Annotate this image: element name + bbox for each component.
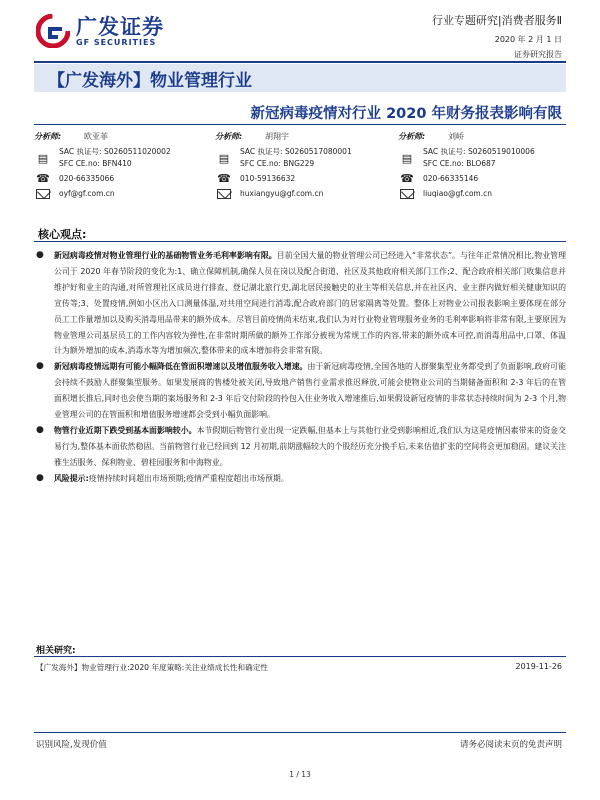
phone-number: 020-66335146 xyxy=(423,174,479,183)
bullet-icon: ● xyxy=(36,361,44,372)
related-research-item[interactable] xyxy=(36,662,562,673)
email-link[interactable]: huxiangyu@gf.com.cn xyxy=(240,189,324,198)
analyst-name: 胡翔宇 xyxy=(265,132,289,141)
analyst-card xyxy=(34,131,214,201)
key-points-title: 核心观点: xyxy=(38,228,87,241)
header-meta xyxy=(432,12,562,60)
id-card-icon: ▤ xyxy=(218,151,230,165)
analyst-card xyxy=(398,131,578,201)
header-divider xyxy=(34,61,566,63)
gf-logo-icon xyxy=(36,14,70,48)
footer-divider xyxy=(34,732,566,733)
related-divider xyxy=(34,656,566,657)
logo xyxy=(36,14,164,48)
analyst-name: 刘峤 xyxy=(448,132,464,141)
email-link[interactable]: liuqiao@gf.com.cn xyxy=(423,189,492,198)
analyst-label: 分析师: xyxy=(34,132,62,141)
analyst-label: 分析师: xyxy=(215,132,243,141)
phone-number: 010-59136632 xyxy=(240,174,296,183)
key-point-body: 本节假期后物管行业出现一定跌幅,但基本上与其他行业受到影响相近,我们认为这是疫情因素带来的资金交易行为,整体基本面依然稳固。当前物管行业已经回到 12 月初期,前期涨幅较大的个股经历充分换手后,未来估值扩张的空间将会更加稳固。建议关注雅生活服务、保利物业、碧桂园服务和中海物业。 xyxy=(54,425,566,467)
report-category: 行业专题研究|消费者服务Ⅱ xyxy=(431,14,562,27)
logo-english: GF SECURITIES xyxy=(76,37,157,47)
footer-slogan: 识别风险,发现价值 xyxy=(36,740,107,750)
email-link[interactable]: oyf@gf.com.cn xyxy=(59,189,115,198)
bullet-icon: ● xyxy=(36,472,44,483)
email-icon xyxy=(217,189,231,199)
key-point-heading: 风险提示: xyxy=(54,473,89,483)
bullet-icon: ● xyxy=(36,424,44,435)
sfc-number: SFC CE.no: BNG229 xyxy=(240,159,315,168)
sac-number: S0260511020002 xyxy=(103,147,171,156)
key-points-list xyxy=(34,248,566,487)
analyst-label: 分析师: xyxy=(398,132,426,141)
page-number: 1 / 13 xyxy=(289,770,311,779)
analyst-name: 欧亚菲 xyxy=(84,132,108,141)
subtitle-divider xyxy=(34,124,566,125)
sac-label: SAC 执证号: xyxy=(423,147,466,156)
email-icon xyxy=(400,189,414,199)
key-point-heading: 物管行业近期下跌受到基本面影响较小。 xyxy=(54,425,197,435)
phone-icon: ☎ xyxy=(400,172,414,185)
key-point-body: 目前全国大量的物业管理公司已经进入“非常状态”。与往年正常情况相比,物业管理公司于 2020 年春节阶段的变化为:1、确立保障机制,确保人员在岗以及配合街道、社区及其他政府相关部门工作;2、配合政府相关部门收集信息并维护好和业主的沟通,对所管理社区成员进行排查、登记湖北旅行史,湖北居民接触史的业主等相关信息,并在社区内、业主群内做好相关健康知识的宣传等;3、处置疫情,例如小区出入口测量体温,对共用空间进行消毒,配合政府部门的居家隔离等处置。整体上对物业公司报表影响主要体现在部分员工工作量增加以及购买消毒用品带来的额外成本。尽管目前疫情尚未结束,我们认为对行业物业管理服务业务的毛利率影响将非常有限,主要原因为物业管理公司基层员工的工作内容较为弹性,在非常时期所做的额外工作部分被视为常规工作的内容,带来的额外成本可控,而消毒用品中,口罩、体温计为额外增加的成本,消毒水等为增加频次,整体带来的成本增加将会非常有限。 xyxy=(54,251,566,356)
analyst-block xyxy=(34,131,566,219)
key-point-body: 由于新冠病毒疫情,全国各地的人群聚集型业务都受到了负面影响,政府可能会持续不鼓励人群聚集型服务。如果发展商的售楼处被关闭,导致地产销售行业需求推迟释放,可能会使物业公司的当期储备面积和 2-3 年后的在管面积增长推后,同时也会使当期的案场服务和 2-3 年后交付阶段的拎包入住业务收入增速推后,如果假设新冠疫情的非常状态持续时间为 2-3 个月,物业管理公司的在管面积和增值服务增速都会受到小幅负面影响。 xyxy=(54,362,566,420)
related-research-title: 相关研究: xyxy=(36,646,76,656)
sac-number: S0260519010006 xyxy=(467,147,535,156)
key-point-heading: 新冠病毒疫情对物业管理行业的基础物管业务毛利率影响有限。 xyxy=(54,251,277,260)
sfc-number: SFC CE.no: BFN410 xyxy=(59,159,132,168)
id-card-icon: ▤ xyxy=(37,151,49,165)
related-research-link[interactable]: 【广发海外】物业管理行业:2020 年度策略:关注业绩成长性和确定性 xyxy=(36,663,268,672)
phone-icon: ☎ xyxy=(217,172,231,185)
footer-disclaimer: 请务必阅读末页的免责声明 xyxy=(459,740,562,750)
sac-number: S0260517080001 xyxy=(284,147,352,156)
sfc-number: SFC CE.no: BLO687 xyxy=(423,159,496,168)
key-point xyxy=(34,248,566,359)
report-title: 【广发海外】物业管理行业 xyxy=(48,70,252,91)
bullet-icon: ● xyxy=(36,250,44,260)
report-type: 证券研究报告 xyxy=(514,50,562,59)
key-point xyxy=(34,423,566,471)
phone-number: 020-66335066 xyxy=(59,174,115,183)
analyst-card xyxy=(215,131,395,201)
report-subtitle: 新冠病毒疫情对行业 2020 年财务报表影响有限 xyxy=(250,106,562,122)
key-point xyxy=(34,359,566,423)
email-icon xyxy=(36,189,50,199)
key-point-heading: 新冠病毒疫情远期有可能小幅降低在管面积增速以及增值服务收入增速。 xyxy=(54,362,308,372)
sac-label: SAC 执证号: xyxy=(240,147,283,156)
report-date: 2020 年 2 月 1 日 xyxy=(494,35,562,44)
key-point xyxy=(34,471,566,487)
logo-name: 广发证券 xyxy=(76,14,164,39)
sac-label: SAC 执证号: xyxy=(59,147,102,156)
key-point-body: 疫情持续时间超出市场预期;疫情严重程度超出市场预期。 xyxy=(88,473,289,483)
phone-icon: ☎ xyxy=(36,172,50,185)
key-points-divider xyxy=(34,241,566,242)
related-research-date: 2019-11-26 xyxy=(515,662,562,671)
title-band xyxy=(34,64,566,92)
id-card-icon: ▤ xyxy=(401,151,413,165)
